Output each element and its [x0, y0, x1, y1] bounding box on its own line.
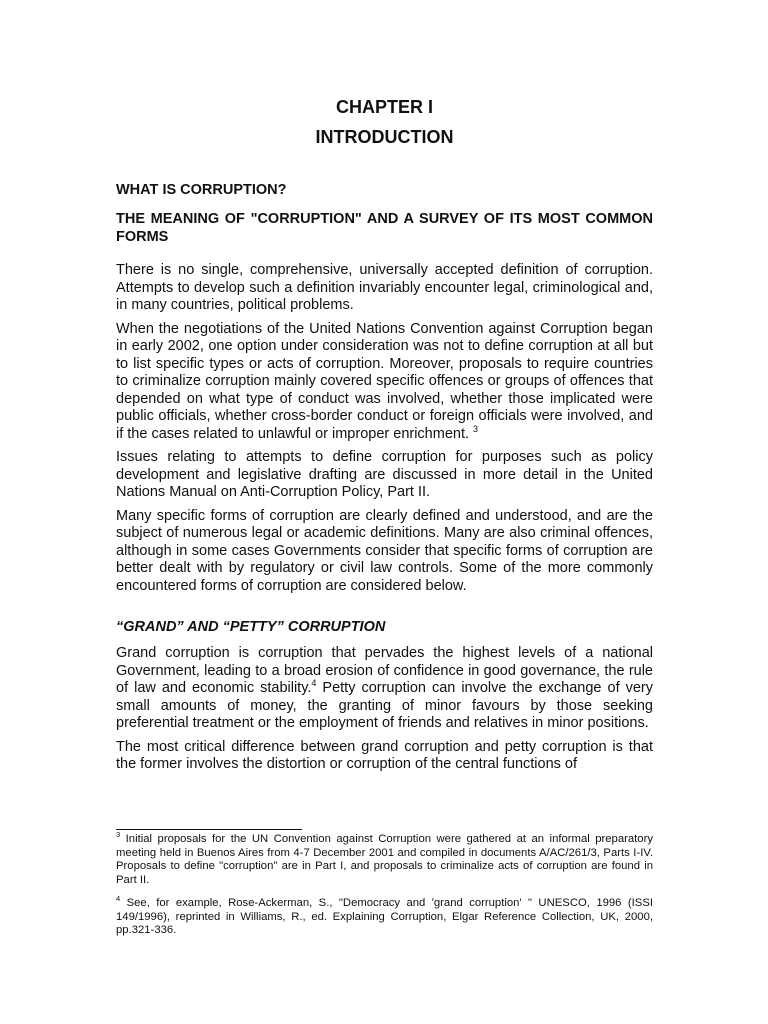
paragraph-grand-corruption-text-b: Petty corruption can involve the exchange of very small amounts of money, the granting of minor favours by those seeking preferential treatment or the employment of friends and relatives in minor positions.: [116, 680, 653, 731]
page-body: [116, 96, 653, 780]
paragraph-negotiations: [116, 321, 653, 444]
section-subheading: THE MEANING OF "CORRUPTION" AND A SURVEY OF ITS MOST COMMON FORMS: [116, 211, 653, 245]
chapter-number: CHAPTER I: [335, 97, 433, 117]
footnote-divider: [116, 829, 302, 830]
section-heading: WHAT IS CORRUPTION?: [116, 182, 287, 198]
chapter-title: INTRODUCTION: [315, 127, 454, 147]
footnote-ref-3[interactable]: 3: [473, 423, 479, 434]
footnote-3: [116, 830, 653, 887]
paragraph-grand-corruption: [116, 645, 653, 733]
paragraph-definition: There is no single, comprehensive, universally accepted definition of corruption. Attempts to develop such a definition invariably encounter legal, criminological and, in many countries, political problems.: [116, 262, 653, 313]
footnote-marker: 3: [116, 830, 121, 840]
footnote-text: Initial proposals for the UN Convention against Corruption were gathered at an informal preparatory meeting held in Buenos Aires from 4-7 December 2001 and compiled in documents A/AC/261/3, Parts I-IV. Proposals to define "corruption" are in Part I, and proposals to criminalize acts of corruption are found in Part II.: [116, 833, 653, 886]
paragraph-negotiations-text: When the negotiations of the United Nations Convention against Corruption began in early 2002, one option under consideration was not to define corruption at all but to list specific types or acts of corruption. Moreover, proposals to require countries to criminalize corruption mainly covered specific offences or groups of offences that depended on what type of conduct was involved, whether those implicated were public officials, whether cross-border conduct or foreign officials were involved, and if the cases related to unlawful or improper enrichment.: [116, 320, 653, 442]
paragraph-critical-difference: The most critical difference between grand corruption and petty corruption is that the former involves the distortion or corruption of the central functions of: [116, 738, 653, 772]
footnote-text: See, for example, Rose-Ackerman, S., "Democracy and 'grand corruption' " UNESCO, 1996 (ISSI 149/1996), reprinted in Williams, R., ed. Explaining Corruption, Elgar Reference Collection, UK, 2000, pp.321-336.: [116, 897, 653, 936]
paragraph-grand-corruption-text-a: Grand corruption is corruption that pervades the highest levels of a national Government, leading to a broad erosion of confidence in good governance, the rule of law and economic stability.: [116, 645, 653, 696]
paragraph-specific-forms: Many specific forms of corruption are clearly defined and understood, and are the subject of numerous legal or academic definitions. Many are also criminal offences, although in some cases Governments consider that specific forms of corruption are better dealt with by regulatory or civil law controls. Some of the more commonly encountered forms of corruption are considered below.: [116, 507, 653, 594]
footnotes: [116, 830, 653, 948]
footnote-4: [116, 894, 653, 938]
footnote-ref-4[interactable]: 4: [311, 678, 317, 689]
paragraph-manual: Issues relating to attempts to define corruption for purposes such as policy development and legislative drafting are discussed in more detail in the United Nations Manual on Anti-Corruption Policy, Part II.: [116, 449, 653, 500]
grand-petty-heading: “GRAND” AND “PETTY” CORRUPTION: [116, 619, 386, 635]
footnote-marker: 4: [116, 894, 121, 904]
